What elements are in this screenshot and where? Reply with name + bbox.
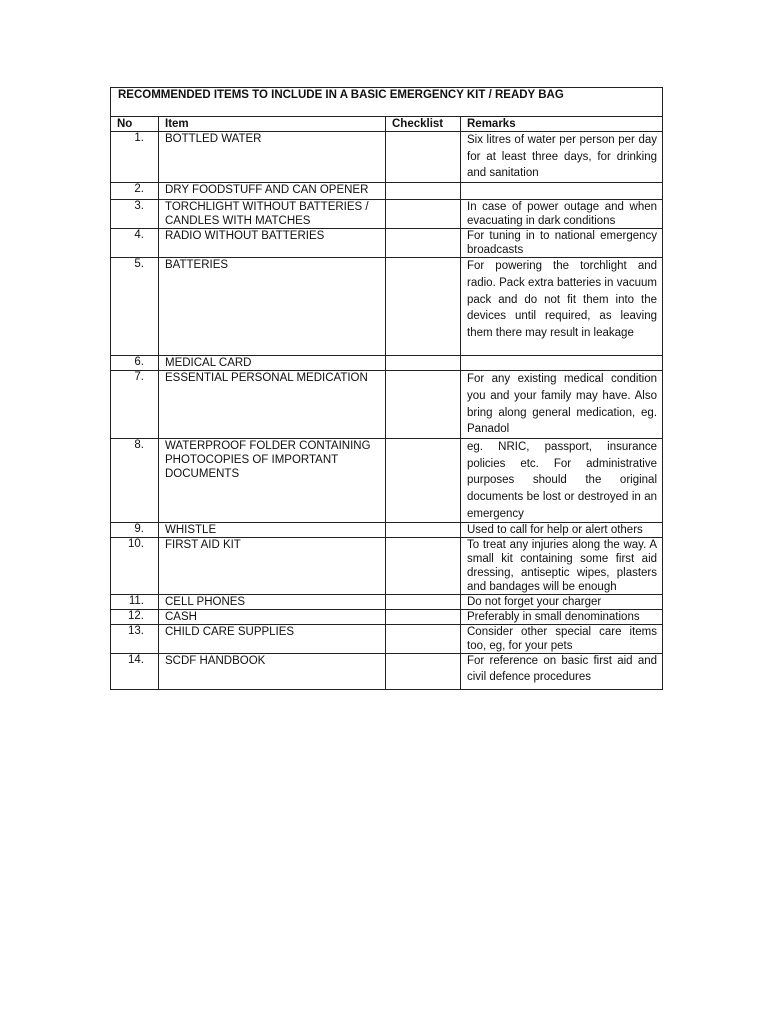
- remarks-cell: For any existing medical condition you and your family may have. Also bring along general medication, eg. Panadol: [461, 371, 663, 439]
- table-title: RECOMMENDED ITEMS TO INCLUDE IN A BASIC EMERGENCY KIT / READY BAG: [111, 88, 663, 117]
- row-number: 3.: [111, 200, 159, 229]
- remarks-cell: [461, 356, 663, 371]
- header-item: Item: [159, 117, 386, 132]
- checklist-cell[interactable]: [386, 132, 461, 183]
- table-row: [111, 258, 663, 356]
- row-number: 2.: [111, 183, 159, 200]
- emergency-kit-table: [110, 87, 663, 690]
- remarks-cell: For tuning in to national emergency broadcasts: [461, 229, 663, 258]
- header-no: No: [111, 117, 159, 132]
- checklist-cell[interactable]: [386, 595, 461, 610]
- remarks-cell: eg. NRIC, passport, insurance policies etc. For administrative purposes should the original documents be lost or destroyed in an emergency: [461, 438, 663, 523]
- row-number: 13.: [111, 625, 159, 654]
- row-number: 1.: [111, 132, 159, 183]
- remarks-cell: In case of power outage and when evacuating in dark conditions: [461, 200, 663, 229]
- header-checklist: Checklist: [386, 117, 461, 132]
- table-row: [111, 356, 663, 371]
- row-number: 7.: [111, 371, 159, 439]
- checklist-cell[interactable]: [386, 371, 461, 439]
- item-name: ESSENTIAL PERSONAL MEDICATION: [159, 371, 386, 439]
- remarks-cell: Six litres of water per person per day for at least three days, for drinking and sanitation: [461, 132, 663, 183]
- checklist-cell[interactable]: [386, 258, 461, 356]
- checklist-cell[interactable]: [386, 654, 461, 690]
- item-name: CASH: [159, 610, 386, 625]
- row-number: 11.: [111, 595, 159, 610]
- table-row: [111, 610, 663, 625]
- remarks-cell: [461, 183, 663, 200]
- checklist-cell[interactable]: [386, 538, 461, 595]
- remarks-cell: Do not forget your charger: [461, 595, 663, 610]
- item-name: CELL PHONES: [159, 595, 386, 610]
- table-row: [111, 438, 663, 523]
- title-row: [111, 88, 663, 117]
- checklist-cell[interactable]: [386, 438, 461, 523]
- item-name: FIRST AID KIT: [159, 538, 386, 595]
- row-number: 4.: [111, 229, 159, 258]
- row-number: 8.: [111, 438, 159, 523]
- row-number: 10.: [111, 538, 159, 595]
- remarks-cell: Consider other special care items too, eg, for your pets: [461, 625, 663, 654]
- checklist-cell[interactable]: [386, 625, 461, 654]
- remarks-cell: For reference on basic first aid and civil defence procedures: [461, 654, 663, 690]
- table-row: [111, 229, 663, 258]
- table-row: [111, 132, 663, 183]
- item-name: SCDF HANDBOOK: [159, 654, 386, 690]
- remarks-cell: To treat any injuries along the way. A small kit containing some first aid dressing, antiseptic wipes, plasters and bandages will be enough: [461, 538, 663, 595]
- table-row: [111, 654, 663, 690]
- row-number: 12.: [111, 610, 159, 625]
- table-row: [111, 200, 663, 229]
- row-number: 9.: [111, 523, 159, 538]
- remarks-cell: Preferably in small denominations: [461, 610, 663, 625]
- table-row: [111, 371, 663, 439]
- item-name: BOTTLED WATER: [159, 132, 386, 183]
- item-name: WHISTLE: [159, 523, 386, 538]
- table-row: [111, 538, 663, 595]
- item-name: BATTERIES: [159, 258, 386, 356]
- item-name: MEDICAL CARD: [159, 356, 386, 371]
- row-number: 14.: [111, 654, 159, 690]
- item-name: CHILD CARE SUPPLIES: [159, 625, 386, 654]
- item-name: TORCHLIGHT WITHOUT BATTERIES / CANDLES WITH MATCHES: [159, 200, 386, 229]
- remarks-cell: For powering the torchlight and radio. Pack extra batteries in vacuum pack and do not fit them into the devices until required, as leaving them there may result in leakage: [461, 258, 663, 356]
- checklist-cell[interactable]: [386, 610, 461, 625]
- table-row: [111, 523, 663, 538]
- item-name: DRY FOODSTUFF AND CAN OPENER: [159, 183, 386, 200]
- checklist-cell[interactable]: [386, 356, 461, 371]
- header-row: [111, 117, 663, 132]
- row-number: 5.: [111, 258, 159, 356]
- table-row: [111, 595, 663, 610]
- remarks-cell: Used to call for help or alert others: [461, 523, 663, 538]
- header-remarks: Remarks: [461, 117, 663, 132]
- checklist-cell[interactable]: [386, 523, 461, 538]
- table-row: [111, 183, 663, 200]
- item-name: RADIO WITHOUT BATTERIES: [159, 229, 386, 258]
- item-name: WATERPROOF FOLDER CONTAINING PHOTOCOPIES OF IMPORTANT DOCUMENTS: [159, 438, 386, 523]
- checklist-cell[interactable]: [386, 229, 461, 258]
- table-row: [111, 625, 663, 654]
- row-number: 6.: [111, 356, 159, 371]
- checklist-cell[interactable]: [386, 183, 461, 200]
- checklist-cell[interactable]: [386, 200, 461, 229]
